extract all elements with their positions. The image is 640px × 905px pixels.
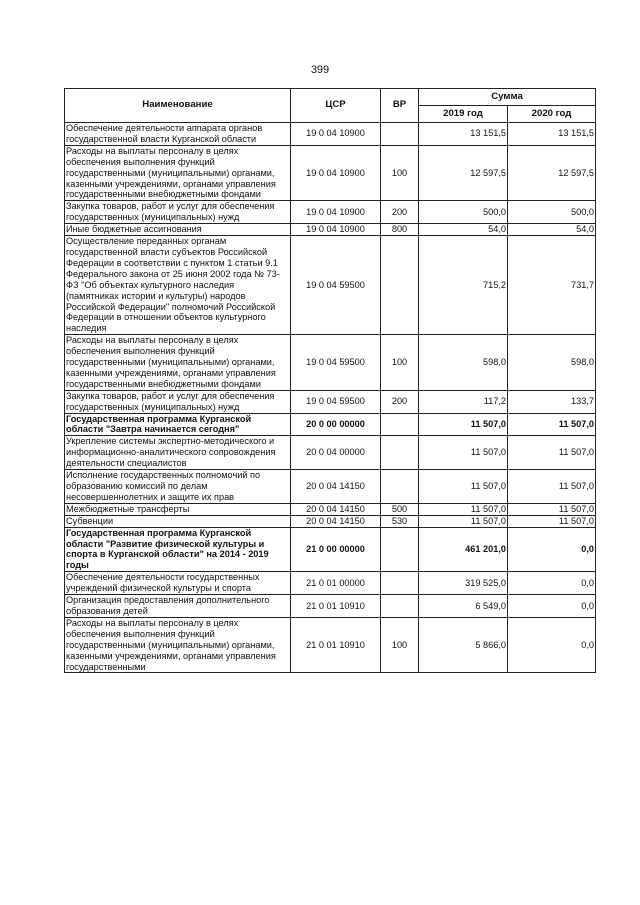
row-vr: 800 bbox=[381, 224, 419, 236]
table-row bbox=[65, 503, 596, 515]
table-row bbox=[65, 527, 596, 572]
table-row bbox=[65, 436, 596, 470]
row-2019: 11 507,0 bbox=[419, 470, 508, 504]
row-2019: 598,0 bbox=[419, 335, 508, 391]
row-2019: 11 507,0 bbox=[419, 503, 508, 515]
table-row bbox=[65, 595, 596, 618]
table-row bbox=[65, 236, 596, 335]
header-csr: ЦСР bbox=[291, 89, 381, 123]
row-csr: 19 0 04 10900 bbox=[291, 123, 381, 146]
row-vr bbox=[381, 470, 419, 504]
row-name: Организация предоставления дополнительного образования детей bbox=[65, 595, 291, 618]
row-csr: 20 0 00 00000 bbox=[291, 413, 381, 436]
row-csr: 21 0 01 00000 bbox=[291, 572, 381, 595]
row-csr: 20 0 04 14150 bbox=[291, 503, 381, 515]
page-number: 399 bbox=[310, 64, 330, 76]
row-name: Расходы на выплаты персоналу в целях обеспечения выполнения функций государственными (муниципальными) органами, казенными учреждениями, органами управления государственными внебюджетными фондами bbox=[65, 145, 291, 201]
row-name: Субвенции bbox=[65, 515, 291, 527]
row-vr bbox=[381, 236, 419, 335]
row-csr: 20 0 04 14150 bbox=[291, 470, 381, 504]
row-2019: 5 866,0 bbox=[419, 617, 508, 673]
row-2019: 6 549,0 bbox=[419, 595, 508, 618]
row-2019: 54,0 bbox=[419, 224, 508, 236]
table-row bbox=[65, 515, 596, 527]
row-name: Закупка товаров, работ и услуг для обеспечения государственных (муниципальных) нужд bbox=[65, 390, 291, 413]
row-vr bbox=[381, 413, 419, 436]
row-2019: 11 507,0 bbox=[419, 436, 508, 470]
row-2020: 0,0 bbox=[508, 527, 596, 572]
row-2019: 11 507,0 bbox=[419, 413, 508, 436]
row-2019: 117,2 bbox=[419, 390, 508, 413]
row-csr: 21 0 00 00000 bbox=[291, 527, 381, 572]
table-row bbox=[65, 335, 596, 391]
row-2020: 11 507,0 bbox=[508, 470, 596, 504]
row-vr bbox=[381, 595, 419, 618]
header-2019: 2019 год bbox=[419, 106, 508, 123]
row-2020: 12 597,5 bbox=[508, 145, 596, 201]
row-csr: 20 0 04 14150 bbox=[291, 515, 381, 527]
row-csr: 19 0 04 10900 bbox=[291, 145, 381, 201]
row-2020: 11 507,0 bbox=[508, 515, 596, 527]
row-2019: 319 525,0 bbox=[419, 572, 508, 595]
row-2020: 500,0 bbox=[508, 201, 596, 224]
row-csr: 21 0 01 10910 bbox=[291, 595, 381, 618]
row-csr: 19 0 04 59500 bbox=[291, 335, 381, 391]
row-vr bbox=[381, 527, 419, 572]
table-row bbox=[65, 617, 596, 673]
row-vr bbox=[381, 572, 419, 595]
table-row bbox=[65, 470, 596, 504]
header-vr: ВР bbox=[381, 89, 419, 123]
table-row bbox=[65, 224, 596, 236]
row-vr: 200 bbox=[381, 390, 419, 413]
row-2019: 715,2 bbox=[419, 236, 508, 335]
row-2019: 12 597,5 bbox=[419, 145, 508, 201]
row-name: Закупка товаров, работ и услуг для обеспечения государственных (муниципальных) нужд bbox=[65, 201, 291, 224]
row-2020: 0,0 bbox=[508, 595, 596, 618]
row-2020: 11 507,0 bbox=[508, 413, 596, 436]
row-vr: 100 bbox=[381, 617, 419, 673]
row-vr: 100 bbox=[381, 145, 419, 201]
header-name: Наименование bbox=[65, 89, 291, 123]
row-vr: 100 bbox=[381, 335, 419, 391]
row-vr bbox=[381, 123, 419, 146]
row-2020: 11 507,0 bbox=[508, 436, 596, 470]
row-2019: 461 201,0 bbox=[419, 527, 508, 572]
row-2020: 0,0 bbox=[508, 617, 596, 673]
row-name: Государственная программа Курганской области "Развитие физической культуры и спорта в Курганской области" на 2014 - 2019 годы bbox=[65, 527, 291, 572]
row-2020: 133,7 bbox=[508, 390, 596, 413]
row-2020: 13 151,5 bbox=[508, 123, 596, 146]
row-csr: 19 0 04 59500 bbox=[291, 390, 381, 413]
row-vr bbox=[381, 436, 419, 470]
row-vr: 500 bbox=[381, 503, 419, 515]
row-2019: 500,0 bbox=[419, 201, 508, 224]
budget-table bbox=[64, 88, 596, 673]
row-csr: 20 0 04 00000 bbox=[291, 436, 381, 470]
row-csr: 19 0 04 10900 bbox=[291, 201, 381, 224]
row-name: Иные бюджетные ассигнования bbox=[65, 224, 291, 236]
row-name: Обеспечение деятельности аппарата органов государственной власти Курганской области bbox=[65, 123, 291, 146]
row-name: Исполнение государственных полномочий по образованию комиссий по делам несовершеннолетних и защите их прав bbox=[65, 470, 291, 504]
row-name: Расходы на выплаты персоналу в целях обеспечения выполнения функций государственными (муниципальными) органами, казенными учреждениями, органами управления государственными bbox=[65, 617, 291, 673]
row-name: Обеспечение деятельности государственных учреждений физической культуры и спорта bbox=[65, 572, 291, 595]
row-2020: 54,0 bbox=[508, 224, 596, 236]
row-2019: 11 507,0 bbox=[419, 515, 508, 527]
table-row bbox=[65, 413, 596, 436]
header-sum: Сумма bbox=[419, 89, 596, 106]
row-name: Межбюджетные трансферты bbox=[65, 503, 291, 515]
row-name: Государственная программа Курганской области "Завтра начинается сегодня" bbox=[65, 413, 291, 436]
row-vr: 200 bbox=[381, 201, 419, 224]
table-row bbox=[65, 123, 596, 146]
row-name: Осуществление переданных органам государственной власти субъектов Российской Федерации в соответствии с пунктом 1 статьи 9.1 Федерального закона от 25 июня 2002 года № 73-ФЗ "Об объектах культурного наследия (памятниках истории и культуры) народов Российской Федерации" полномочий Российской Федерации в отношении объектов культурного наследия bbox=[65, 236, 291, 335]
table-row bbox=[65, 390, 596, 413]
row-name: Расходы на выплаты персоналу в целях обеспечения выполнения функций государственными (муниципальными) органами, казенными учреждениями, органами управления государственными внебюджетными фондами bbox=[65, 335, 291, 391]
table-row bbox=[65, 572, 596, 595]
row-2020: 598,0 bbox=[508, 335, 596, 391]
row-csr: 19 0 04 10900 bbox=[291, 224, 381, 236]
row-2019: 13 151,5 bbox=[419, 123, 508, 146]
header-2020: 2020 год bbox=[508, 106, 596, 123]
row-2020: 731,7 bbox=[508, 236, 596, 335]
row-vr: 530 bbox=[381, 515, 419, 527]
row-csr: 19 0 04 59500 bbox=[291, 236, 381, 335]
table-row bbox=[65, 145, 596, 201]
row-2020: 11 507,0 bbox=[508, 503, 596, 515]
row-2020: 0,0 bbox=[508, 572, 596, 595]
row-csr: 21 0 01 10910 bbox=[291, 617, 381, 673]
table-row bbox=[65, 201, 596, 224]
row-name: Укрепление системы экспертно-методического и информационно-аналитического сопровождения деятельности специалистов bbox=[65, 436, 291, 470]
